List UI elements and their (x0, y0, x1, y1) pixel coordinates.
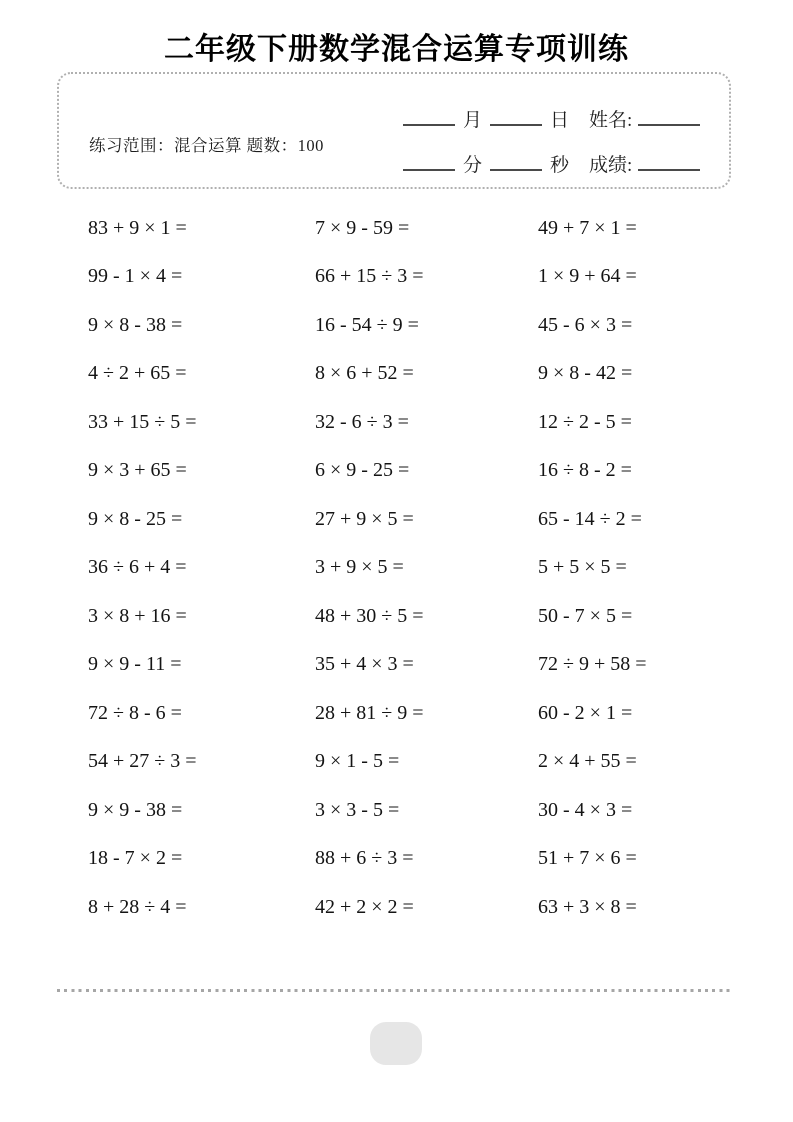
day-blank-field (490, 111, 542, 126)
second-label: 秒 (550, 155, 570, 176)
math-problem: 5 + 5 × 5 = (538, 556, 627, 579)
problems-grid (57, 204, 733, 932)
math-problem: 2 × 4 + 55 = (538, 750, 637, 773)
math-problem: 8 × 6 + 52 = (315, 362, 414, 385)
math-problem: 18 - 7 × 2 = (88, 847, 183, 870)
score-blank-field (638, 156, 700, 171)
math-problem: 36 ÷ 6 + 4 = (88, 556, 187, 579)
math-problem: 72 ÷ 9 + 58 = (538, 653, 647, 676)
name-label: 姓名: (589, 110, 633, 131)
time-score-line (403, 150, 700, 177)
date-name-line (403, 105, 700, 132)
practice-range-label: 练习范围：混合运算 题数：100 (89, 136, 324, 155)
math-problem: 72 ÷ 8 - 6 = (88, 701, 182, 724)
math-problem: 48 + 30 ÷ 5 = (315, 604, 424, 627)
math-problem: 54 + 27 ÷ 3 = (88, 750, 197, 773)
math-problem: 9 × 1 - 5 = (315, 750, 400, 773)
day-label: 日 (550, 110, 570, 131)
month-label: 月 (463, 110, 483, 131)
math-problem: 3 × 8 + 16 = (88, 604, 187, 627)
math-problem: 88 + 6 ÷ 3 = (315, 847, 414, 870)
math-problem: 9 × 3 + 65 = (88, 459, 187, 482)
score-label: 成绩: (589, 155, 633, 176)
math-problem: 27 + 9 × 5 = (315, 507, 414, 530)
math-problem: 9 × 8 - 38 = (88, 313, 183, 336)
math-problem: 9 × 9 - 38 = (88, 798, 183, 821)
math-problem: 49 + 7 × 1 = (538, 216, 637, 239)
math-problem: 3 + 9 × 5 = (315, 556, 404, 579)
math-problem: 9 × 8 - 42 = (538, 362, 633, 385)
page-title: 二年级下册数学混合运算专项训练 (164, 33, 629, 66)
second-blank-field (490, 156, 542, 171)
worksheet-info-box (57, 72, 731, 189)
math-problem: 1 × 9 + 64 = (538, 265, 637, 288)
math-problem: 28 + 81 ÷ 9 = (315, 701, 424, 724)
math-problem: 12 ÷ 2 - 5 = (538, 410, 632, 433)
math-problem: 6 × 9 - 25 = (315, 459, 410, 482)
math-problem: 83 + 9 × 1 = (88, 216, 187, 239)
math-problem: 65 - 14 ÷ 2 = (538, 507, 642, 530)
math-problem: 8 + 28 ÷ 4 = (88, 895, 187, 918)
month-blank-field (403, 111, 455, 126)
math-problem: 9 × 8 - 25 = (88, 507, 183, 530)
math-problem: 35 + 4 × 3 = (315, 653, 414, 676)
bottom-dashed-separator (57, 989, 733, 992)
math-problem: 3 × 3 - 5 = (315, 798, 400, 821)
math-problem: 9 × 9 - 11 = (88, 653, 182, 676)
minute-label: 分 (463, 155, 483, 176)
math-problem: 63 + 3 × 8 = (538, 895, 637, 918)
math-problem: 32 - 6 ÷ 3 = (315, 410, 409, 433)
math-problem: 4 ÷ 2 + 65 = (88, 362, 187, 385)
math-problem: 99 - 1 × 4 = (88, 265, 183, 288)
math-problem: 60 - 2 × 1 = (538, 701, 633, 724)
math-problem: 16 - 54 ÷ 9 = (315, 313, 419, 336)
page-indicator-blob (370, 1022, 422, 1065)
minute-blank-field (403, 156, 455, 171)
math-problem: 45 - 6 × 3 = (538, 313, 633, 336)
math-problem: 51 + 7 × 6 = (538, 847, 637, 870)
math-problem: 7 × 9 - 59 = (315, 216, 410, 239)
name-blank-field (638, 111, 700, 126)
math-problem: 33 + 15 ÷ 5 = (88, 410, 197, 433)
math-problem: 50 - 7 × 5 = (538, 604, 633, 627)
math-problem: 16 ÷ 8 - 2 = (538, 459, 632, 482)
math-problem: 42 + 2 × 2 = (315, 895, 414, 918)
math-problem: 66 + 15 ÷ 3 = (315, 265, 424, 288)
math-problem: 30 - 4 × 3 = (538, 798, 633, 821)
